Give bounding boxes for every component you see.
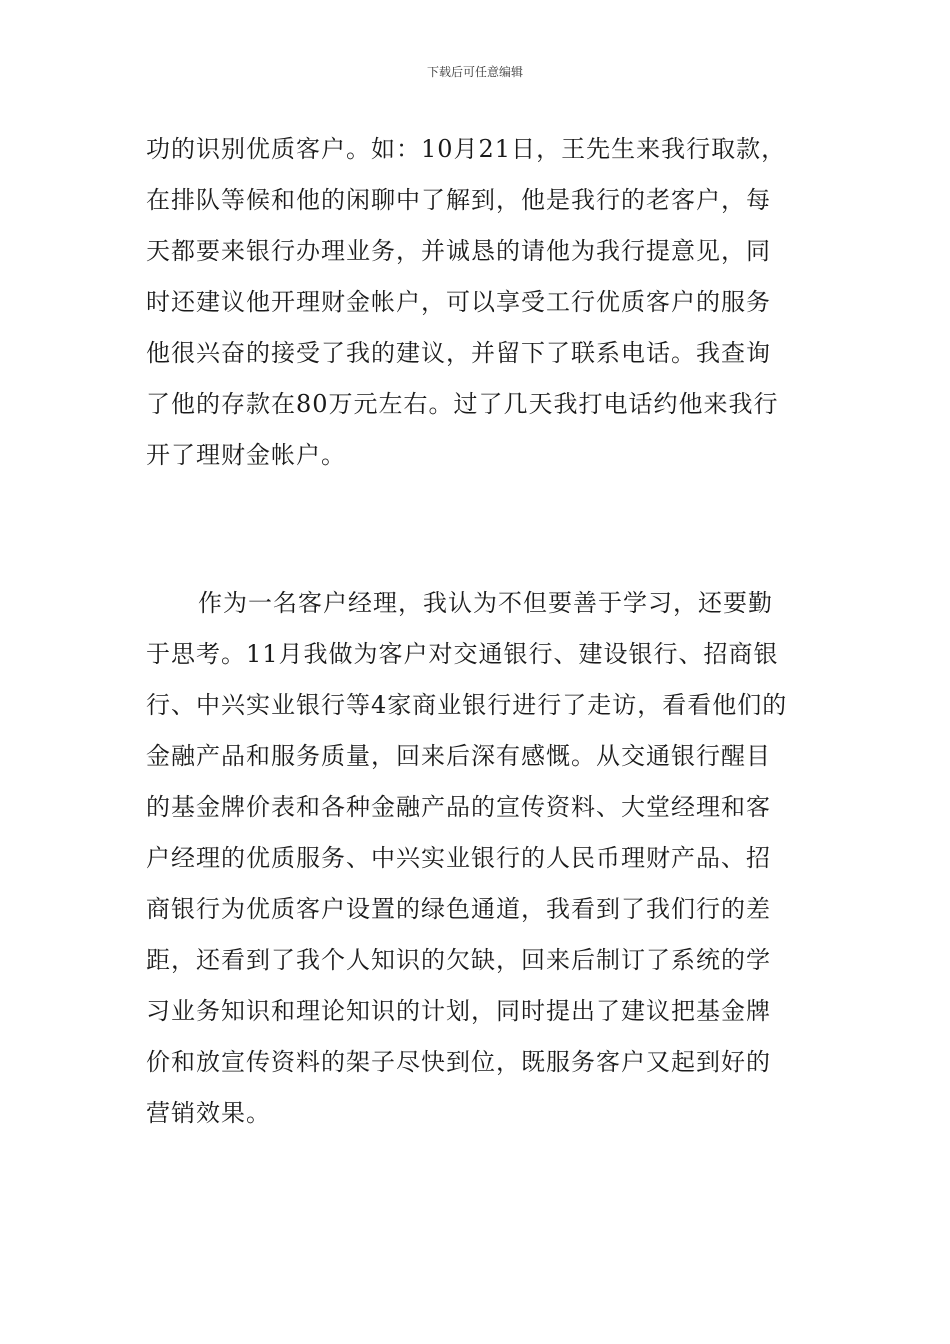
text-line: 作为一名客户经理，我认为不但要善于学习，还要勤 — [198, 589, 773, 617]
paragraph-2 — [146, 578, 806, 1139]
text-line: 营销效果。 — [146, 1099, 271, 1127]
paragraph-1 — [146, 124, 806, 481]
text-line: 距，还看到了我个人知识的欠缺，回来后制订了系统的学 — [146, 946, 771, 974]
text-line: 的基金牌价表和各种金融产品的宣传资料、大堂经理和客 — [146, 793, 771, 821]
text-line: 价和放宣传资料的架子尽快到位，既服务客户又起到好的 — [146, 1048, 771, 1076]
text-line: 开了理财金帐户。 — [146, 441, 346, 469]
text-line: 商银行为优质客户设置的绿色通道，我看到了我们行的差 — [146, 895, 771, 923]
page-header: 下载后可任意编辑 — [426, 65, 523, 79]
text-line: 于思考。11月我做为客户对交通银行、建设银行、招商银 — [146, 640, 779, 668]
text-line: 金融产品和服务质量，回来后深有感慨。从交通银行醒目 — [146, 742, 771, 770]
text-line: 习业务知识和理论知识的计划，同时提出了建议把基金牌 — [146, 997, 771, 1025]
text-line: 他很兴奋的接受了我的建议，并留下了联系电话。我查询 — [146, 339, 771, 367]
text-line: 天都要来银行办理业务，并诚恳的请他为我行提意见，同 — [146, 237, 771, 265]
text-line: 时还建议他开理财金帐户，可以享受工行优质客户的服务 — [146, 288, 771, 316]
text-line: 户经理的优质服务、中兴实业银行的人民币理财产品、招 — [146, 844, 771, 872]
text-line: 在排队等候和他的闲聊中了解到，他是我行的老客户，每 — [146, 186, 771, 214]
text-line: 了他的存款在80万元左右。过了几天我打电话约他来我行 — [146, 390, 779, 418]
text-line: 功的识别优质客户。如：10月21日，王先生来我行取款， — [146, 135, 787, 163]
text-line: 行、中兴实业银行等4家商业银行进行了走访，看看他们的 — [146, 691, 788, 719]
